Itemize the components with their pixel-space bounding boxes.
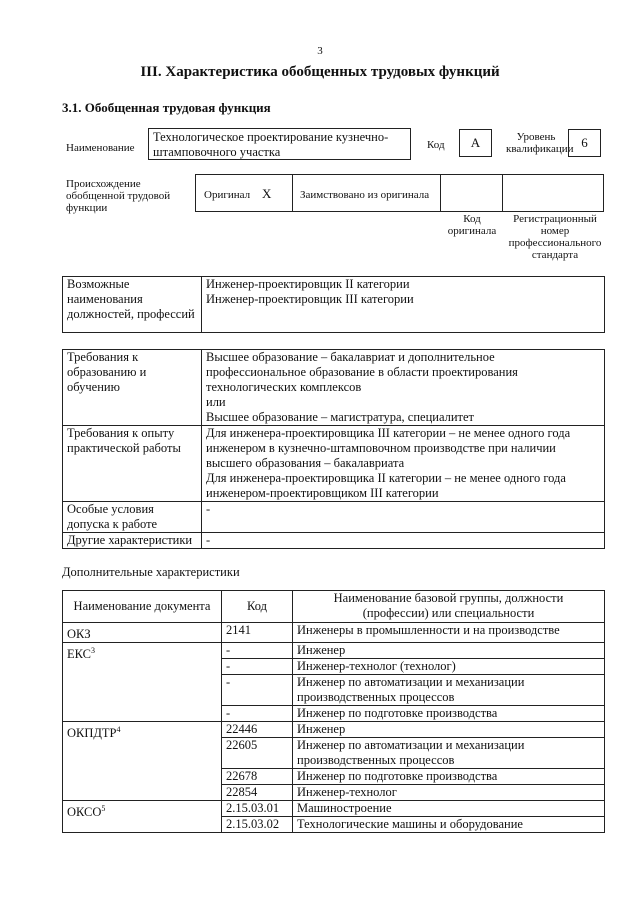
req-label: Требования к опыту практической работы [63,426,202,502]
name-value-box [148,128,411,160]
level-value-box [568,129,601,157]
origin-divider-1 [292,174,293,212]
code-cell: 22854 [222,785,293,801]
code-cell: 22605 [222,738,293,769]
doc-cell [63,801,222,833]
code-value-box [459,129,492,157]
code-cell: - [222,659,293,675]
req-line: технологических комплексов [206,380,362,394]
doc-cell [63,643,222,722]
code-original-label: Код оригинала [447,213,497,237]
name-cell: Инженер по подготовке производства [293,706,605,722]
doc-name: ЕКС [67,647,91,662]
name-value: Технологическое проектирование кузнечно-штамповочного участка [153,130,389,159]
position-item: Инженер-проектировщик II категории [206,277,410,291]
positions-values [202,277,605,333]
col-name-header: Наименование базовой группы, должности (профессии) или специальности [293,591,605,623]
code-value: А [470,135,481,150]
doc-name: ОКСО [67,805,102,820]
code-label: Код [427,139,445,151]
code-cell: - [222,706,293,722]
code-cell: - [222,675,293,706]
col-code-header: Код [222,591,293,623]
col-doc-header: Наименование документа [63,591,222,623]
req-values [202,350,605,426]
name-cell: Машиностроение [293,801,605,817]
positions-label: Возможные наименования должностей, профессий [63,277,202,333]
req-label: Требования к образованию и обучению [63,350,202,426]
req-values [202,533,605,549]
req-label: Особые условия допуска к работе [63,502,202,533]
code-cell: 22678 [222,769,293,785]
doc-name: ОКЗ [67,627,91,642]
name-label: Наименование [66,142,135,154]
subsection-title: 3.1. Обобщенная трудовая функция [62,100,271,115]
original-mark: X [262,186,272,201]
name-cell: Инженер по автоматизации и механизации производственных процессов [293,738,605,769]
code-cell: - [222,643,293,659]
name-cell: Технологические машины и оборудование [293,817,605,833]
req-line: профессиональное образование в области проектирования [206,365,518,379]
origin-divider-2 [440,174,441,212]
level-label: Уровень квалификации [506,131,574,155]
code-cell: 22446 [222,722,293,738]
origin-label: Происхождение обобщенной трудовой функции [66,178,171,214]
additional-table [62,590,605,833]
doc-name: ОКПДТР [67,726,117,741]
position-item: Инженер-проектировщик III категории [206,292,414,306]
name-cell: Инженер [293,643,605,659]
code-cell: 2141 [222,623,293,643]
doc-cell [63,623,222,643]
req-line: или [206,395,226,409]
req-line: - [206,502,211,516]
origin-divider-3 [502,174,503,212]
name-cell: Инженер по автоматизации и механизации производственных процессов [293,675,605,706]
code-cell: 2.15.03.02 [222,817,293,833]
name-cell: Инженер [293,722,605,738]
req-line: Для инженера-проектировщика III категории – не менее одного года [206,426,571,440]
req-line: высшего образования – бакалавриата [206,456,405,470]
req-line: Высшее образование – магистратура, специалитет [206,410,475,424]
name-cell: Инженер по подготовке производства [293,769,605,785]
reg-number-label: Регистрационный номер профессионального стандарта [508,213,602,261]
code-cell: 2.15.03.01 [222,801,293,817]
additional-title: Дополнительные характеристики [62,565,240,579]
name-cell: Инженеры в промышленности и на производстве [293,623,605,643]
doc-footnote: 4 [116,725,121,735]
req-values [202,426,605,502]
name-cell: Инженер-технолог (технолог) [293,659,605,675]
req-line: Высшее образование – бакалавриат и дополнительное [206,350,495,364]
level-value: 6 [581,135,588,150]
req-label: Другие характеристики [63,533,202,549]
req-line: Для инженера-проектировщика II категории – не менее одного года [206,471,566,485]
original-label: Оригинал [204,189,251,201]
name-cell: Инженер-технолог [293,785,605,801]
req-line: - [206,533,211,547]
positions-table [62,276,605,333]
req-values [202,502,605,533]
page-number: 3 [317,45,323,57]
section-title: III. Характеристика обобщенных трудовых функций [140,64,500,80]
doc-footnote: 5 [101,804,106,814]
req-line: инженером-проектировщиком III категории [206,486,439,500]
requirements-table [62,349,605,549]
doc-footnote: 3 [91,646,95,656]
borrowed-label: Заимствовано из оригинала [300,189,430,201]
req-line: инженером в кузнечно-штамповочном производстве при наличии [206,441,556,455]
doc-cell [63,722,222,801]
